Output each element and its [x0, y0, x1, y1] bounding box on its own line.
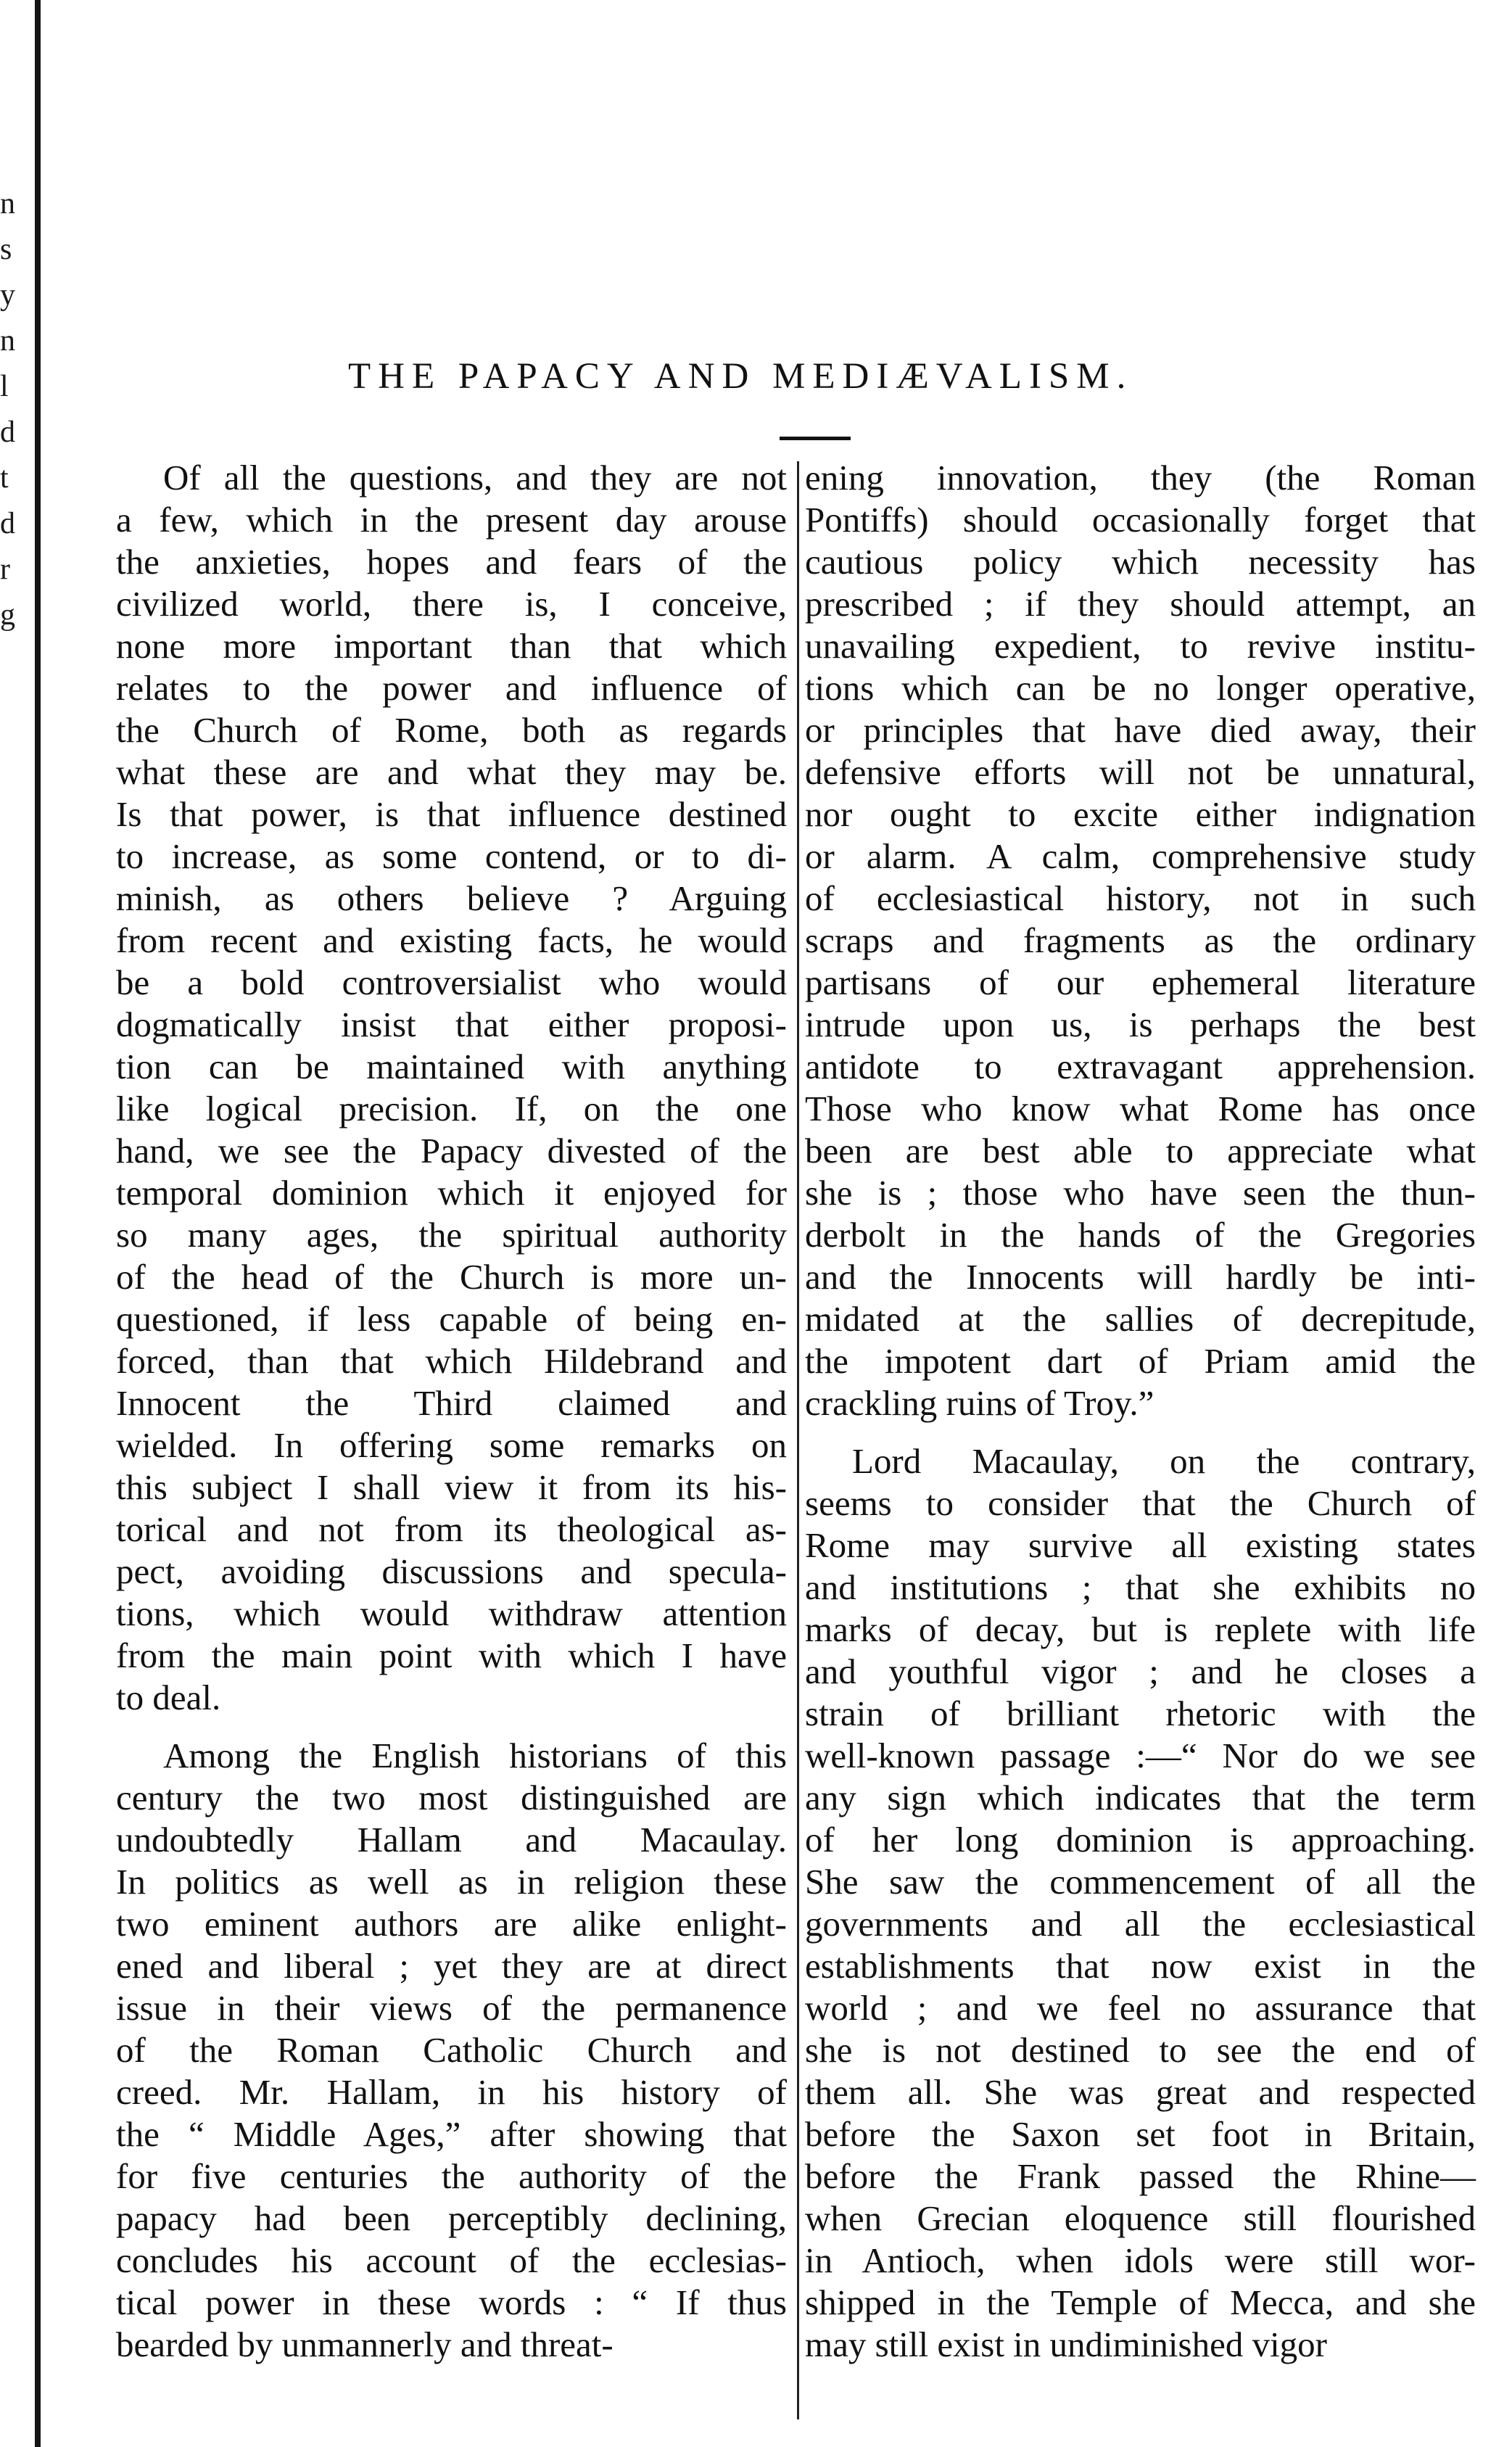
- text-line: Of all the questions, and they are not: [163, 458, 787, 498]
- text-line: so many ages, the spiritual authority: [116, 1215, 787, 1255]
- text-line: of ecclesiastical history, not in such: [805, 878, 1476, 918]
- text-line: for five centuries the authority of the: [116, 2156, 787, 2196]
- paragraph: [805, 1440, 1476, 2366]
- text-line: century the two most distinguished are: [116, 1778, 787, 1817]
- text-line: tions which can be no longer operative,: [805, 668, 1476, 708]
- text-line: Among the English historians of this: [163, 1736, 787, 1775]
- text-line: partisans of our ephemeral literature: [805, 962, 1476, 1002]
- text-line: pect, avoiding discussions and specula-: [116, 1551, 787, 1591]
- text-line: Rome may survive all existing states: [805, 1525, 1476, 1565]
- text-line: She saw the commencement of all the: [805, 1862, 1476, 1902]
- text-line: forced, than that which Hildebrand and: [116, 1341, 787, 1381]
- text-line: unavailing expedient, to revive institu-: [805, 626, 1476, 666]
- text-line: been are best able to appreciate what: [805, 1131, 1476, 1171]
- text-line: well-known passage :—“ Nor do we see: [805, 1736, 1476, 1775]
- text-line: dogmatically insist that either proposi-: [116, 1004, 787, 1044]
- margin-fragment: r: [0, 553, 10, 586]
- text-line: wielded. In offering some remarks on: [116, 1425, 787, 1465]
- article-title: THE PAPACY AND MEDIÆVALISM.: [348, 356, 1133, 397]
- text-line: Is that power, is that influence destined: [116, 794, 787, 834]
- text-line: temporal dominion which it enjoyed for: [116, 1173, 787, 1213]
- text-line: a few, which in the present day arouse: [116, 500, 787, 540]
- text-line: undoubtedly Hallam and Macaulay.: [116, 1820, 787, 1860]
- text-line: civilized world, there is, I conceive,: [116, 584, 787, 624]
- margin-fragment: d: [0, 416, 15, 449]
- text-line: marks of decay, but is replete with life: [805, 1609, 1476, 1649]
- text-line: tical power in these words : “ If thus: [116, 2282, 787, 2322]
- text-line: she is ; those who have seen the thun-: [805, 1173, 1476, 1213]
- text-line: Lord Macaulay, on the contrary,: [852, 1441, 1476, 1481]
- text-line: scraps and fragments as the ordinary: [805, 920, 1476, 960]
- text-line: antidote to extravagant apprehension.: [805, 1047, 1476, 1086]
- paragraph: [116, 1735, 787, 2366]
- text-line: in Antioch, when idols were still wor-: [805, 2240, 1476, 2280]
- margin-fragment: s: [0, 233, 12, 266]
- text-line: or alarm. A calm, comprehensive study: [805, 836, 1476, 876]
- text-line: when Grecian eloquence still flourished: [805, 2198, 1476, 2238]
- text-line: from recent and existing facts, he would: [116, 920, 787, 960]
- text-line: and the Innocents will hardly be inti-: [805, 1257, 1476, 1297]
- text-line: papacy had been perceptibly declining,: [116, 2198, 787, 2238]
- paragraph: [805, 457, 1476, 1424]
- margin-fragment: t: [0, 461, 9, 495]
- margin-fragment: l: [0, 370, 9, 403]
- text-line: any sign which indicates that the term: [805, 1778, 1476, 1817]
- text-line: establishments that now exist in the: [805, 1946, 1476, 1986]
- margin-fragment: g: [0, 598, 15, 632]
- text-line: them all. She was great and respected: [805, 2072, 1476, 2112]
- text-line: hand, we see the Papacy divested of the: [116, 1131, 787, 1171]
- text-line: none more important than that which: [116, 626, 787, 666]
- text-line: to increase, as some contend, or to di-: [116, 836, 787, 876]
- text-line: bearded by unmannerly and threat-: [116, 2324, 614, 2364]
- page-gutter-rule: [35, 0, 41, 2447]
- text-line: of the Roman Catholic Church and: [116, 2030, 787, 2070]
- text-line: of the head of the Church is more un-: [116, 1257, 787, 1297]
- text-line: what these are and what they may be.: [116, 752, 787, 792]
- text-line: shipped in the Temple of Mecca, and she: [805, 2282, 1476, 2322]
- text-line: from the main point with which I have: [116, 1635, 787, 1675]
- text-line: and youthful vigor ; and he closes a: [805, 1651, 1476, 1691]
- previous-page-margin-fragments: [0, 181, 29, 638]
- text-line: prescribed ; if they should attempt, an: [805, 584, 1476, 624]
- text-line: relates to the power and influence of: [116, 668, 787, 708]
- text-line: world ; and we feel no assurance that: [805, 1988, 1476, 2028]
- margin-fragment: n: [0, 324, 15, 358]
- text-line: two eminent authors are alike enlight-: [116, 1904, 787, 1944]
- text-line: ening innovation, they (the Roman: [805, 458, 1476, 498]
- text-line: she is not destined to see the end of: [805, 2030, 1476, 2070]
- margin-fragment: n: [0, 187, 15, 220]
- text-line: seems to consider that the Church of: [805, 1483, 1476, 1523]
- right-text-column: [805, 457, 1476, 2382]
- text-line: of her long dominion is approaching.: [805, 1820, 1476, 1860]
- text-line: be a bold controversialist who would: [116, 962, 787, 1002]
- text-line: defensive efforts will not be unnatural,: [805, 752, 1476, 792]
- text-line: or principles that have died away, their: [805, 710, 1476, 750]
- text-line: this subject I shall view it from its his-: [116, 1467, 787, 1507]
- text-line: questioned, if less capable of being en-: [116, 1299, 787, 1339]
- text-line: intrude upon us, is perhaps the best: [805, 1004, 1476, 1044]
- title-underline-rule: [780, 437, 851, 440]
- left-text-column: [116, 457, 787, 2382]
- text-line: midated at the sallies of decrepitude,: [805, 1299, 1476, 1339]
- text-line: creed. Mr. Hallam, in his history of: [116, 2072, 787, 2112]
- text-line: Pontiffs) should occasionally forget that: [805, 500, 1476, 540]
- text-line: before the Frank passed the Rhine—: [805, 2156, 1476, 2196]
- text-line: before the Saxon set foot in Britain,: [805, 2114, 1476, 2154]
- text-line: and institutions ; that she exhibits no: [805, 1567, 1476, 1607]
- text-line: tions, which would withdraw attention: [116, 1593, 787, 1633]
- text-line: the impotent dart of Priam amid the: [805, 1341, 1476, 1381]
- text-line: Innocent the Third claimed and: [116, 1383, 787, 1423]
- text-line: tion can be maintained with anything: [116, 1047, 787, 1086]
- text-line: nor ought to excite either indignation: [805, 794, 1476, 834]
- text-line: like logical precision. If, on the one: [116, 1089, 787, 1128]
- text-line: ened and liberal ; yet they are at direct: [116, 1946, 787, 1986]
- text-line: the anxieties, hopes and fears of the: [116, 542, 787, 582]
- text-line: the Church of Rome, both as regards: [116, 710, 787, 750]
- text-line: torical and not from its theological as-: [116, 1509, 787, 1549]
- margin-fragment: y: [0, 278, 15, 312]
- text-line: derbolt in the hands of the Gregories: [805, 1215, 1476, 1255]
- text-line: issue in their views of the permanence: [116, 1988, 787, 2028]
- text-line: minish, as others believe ? Arguing: [116, 878, 787, 918]
- text-line: cautious policy which necessity has: [805, 542, 1476, 582]
- margin-fragment: d: [0, 507, 15, 540]
- text-line: strain of brilliant rhetoric with the: [805, 1693, 1476, 1733]
- column-divider: [797, 461, 799, 2419]
- text-line: to deal.: [116, 1678, 221, 1717]
- text-line: Those who know what Rome has once: [805, 1089, 1476, 1128]
- text-line: concludes his account of the ecclesias-: [116, 2240, 787, 2280]
- paragraph: [116, 457, 787, 1719]
- text-line: In politics as well as in religion these: [116, 1862, 787, 1902]
- text-line: crackling ruins of Troy.”: [805, 1383, 1154, 1423]
- text-line: the “ Middle Ages,” after showing that: [116, 2114, 787, 2154]
- text-line: may still exist in undiminished vigor: [805, 2324, 1327, 2364]
- text-line: governments and all the ecclesiastical: [805, 1904, 1476, 1944]
